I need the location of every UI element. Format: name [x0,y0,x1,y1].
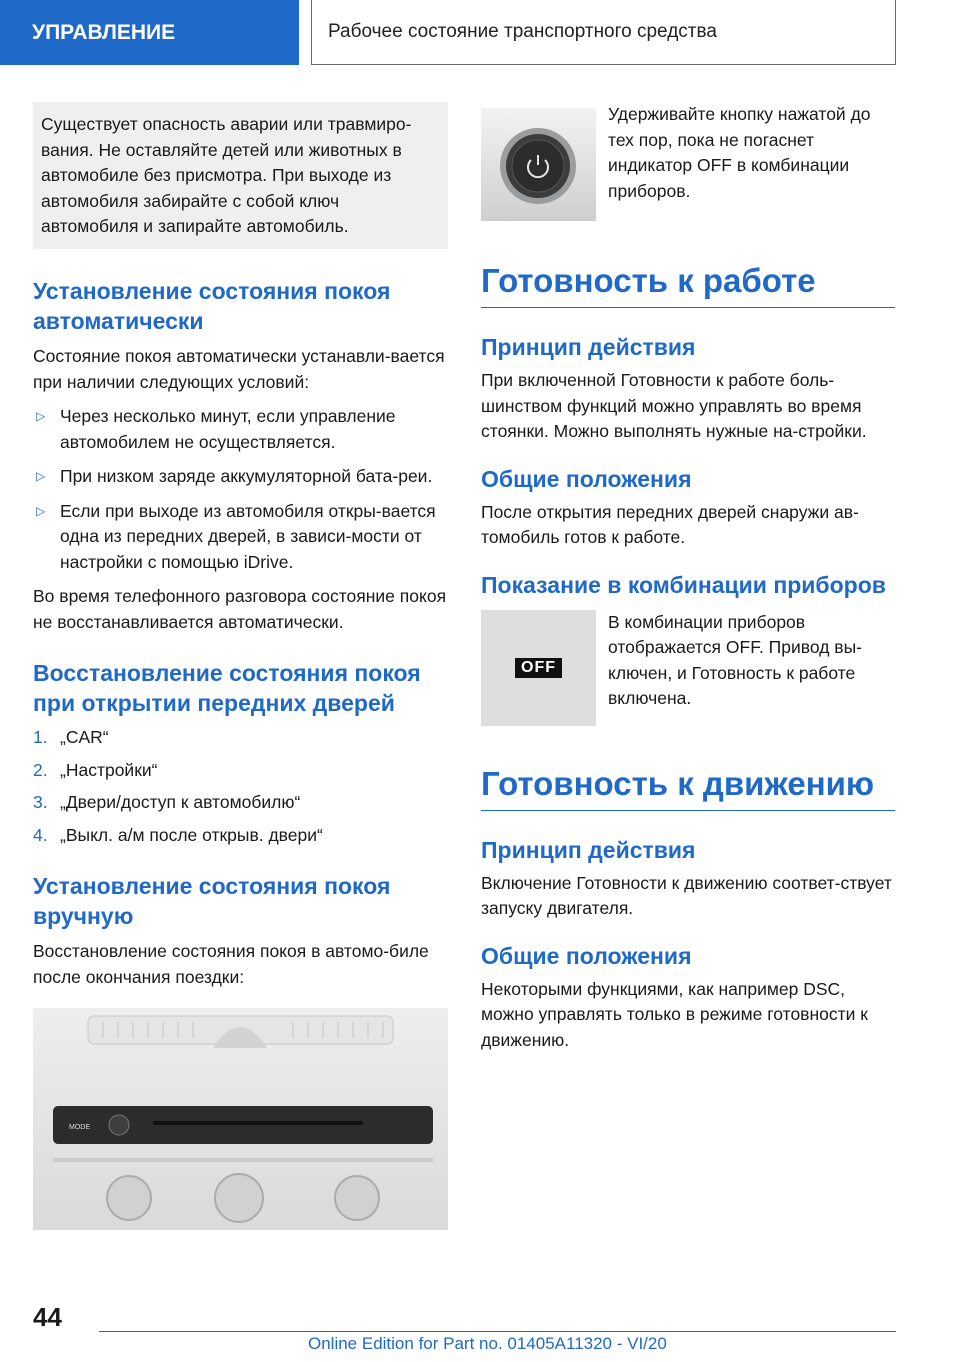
heading-auto-rest: Установление состояния покоя автоматически [33,278,391,334]
heading-restore-doors: Восстановление состояния покоя при открытии передних дверей [33,660,421,716]
list-item: ▷ Через несколько минут, если управление автомобилем не осуществляется. [36,406,396,452]
heading-principle-1: Принцип действия [481,334,696,360]
paragraph-phone: Во время телефонного разговора состояние покоя не восстанавливается автоматически. [33,586,447,632]
step-item: 4. „Выкл. а/м после открыв. двери“ [33,824,323,845]
list-item: ▷ Если при выходе из автомобиля откры-вается одна из передних дверей, в зависи-мости от настройки с помощью iDrive. [36,500,436,572]
paragraph-principle-1: При включенной Готовности к работе боль-шинством функций можно управлять во время стоянки. Можно выполнять нужные на-стройки. [481,370,867,441]
conditions-list [33,404,448,575]
triangle-bullet-icon: ▷ [36,469,46,483]
heading-display: Показание в комбинации приборов [481,571,886,598]
off-badge: OFF [515,658,562,678]
page-number: 44 [33,1302,62,1332]
paragraph-manual-rest: Восстановление состояния покоя в автомо-биле после окончания поездки: [33,941,429,987]
steps-list [33,725,448,848]
list-item: ▷ При низком заряде аккумуляторной бата-реи. [36,466,433,486]
heading-principle-2: Принцип действия [481,836,696,863]
heading-ready-drive: Готовность к движению [481,764,895,811]
warning-box [33,102,448,249]
section-title: УПРАВЛЕНИЕ [32,20,176,44]
paragraph-auto-rest: Состояние покоя автоматически устанавли-вается при наличии следующих условий: [33,346,445,392]
off-indicator-image [481,610,596,726]
triangle-bullet-icon: ▷ [36,409,46,423]
paragraph-display: В комбинации приборов отображается OFF. Привод вы-ключен, и Готовность к работе включена. [608,611,862,708]
heading-general-1: Общие положения [481,465,692,492]
heading-manual-rest: Установление состояния покоя вручную [33,873,391,929]
radio-panel-image [33,1008,448,1230]
right-column [481,102,895,1053]
chapter-title: Рабочее состояние транспортного средства [328,21,717,42]
footer-divider [99,1331,896,1332]
heading-general-2: Общие положения [481,942,692,969]
paragraph-general-1: После открытия передних дверей снаружи ав-томобиль готов к работе. [481,501,859,547]
power-button-image [481,108,596,221]
section-header [0,0,299,65]
left-column [33,102,448,1230]
paragraph-principle-2: Включение Готовности к движению соответ-ствует запуску двигателя. [481,872,892,918]
triangle-bullet-icon: ▷ [36,503,46,518]
step-item: 3. „Двери/доступ к автомобилю“ [33,792,301,812]
step-item: 1. „CAR“ [33,727,109,747]
step-item: 2. „Настройки“ [33,759,158,780]
off-display-row [481,610,895,726]
power-button-row [481,102,895,221]
chapter-header [311,0,896,65]
mode-label: MODE [69,1124,90,1131]
power-button-icon [481,108,596,221]
paragraph-hold-button: Удерживайте кнопку нажатой до тех пор, пока не погаснет индикатор OFF в комбинации приборов. [608,104,871,201]
warning-text: Существует опасность аварии или травмиро-вания. Не оставляйте детей или животных в автомобиле без присмотра. При выходе из автомобиля забирайте с собой ключ автомобиля и запирайте автомобиль. [41,114,412,236]
footer-edition: Online Edition for Part no. 01405A11320 - VI/20 [308,1334,667,1353]
paragraph-general-2: Некоторыми функциями, как например DSC, можно управлять только в режиме готовности к движению. [481,978,868,1050]
heading-ready-operation: Готовность к работе [481,261,895,308]
radio-panel-illustration [33,1008,448,1230]
